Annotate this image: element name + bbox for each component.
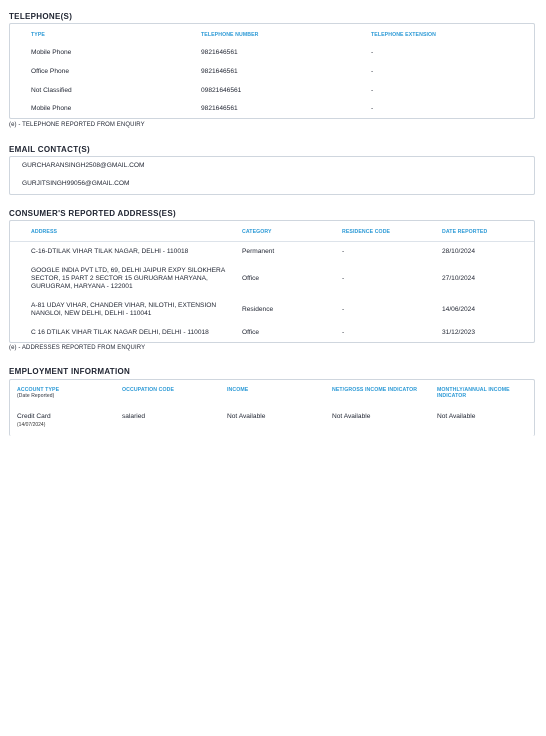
address-text: C 16 DTILAK VIHAR TILAK NAGAR DELHI, DELHI - 110018 [31,329,209,336]
address-date: 31/12/2023 [442,329,476,336]
phone-number: 09821646561 [201,87,242,94]
col-header-type: TYPE [31,32,45,38]
telephones-footnote: (e) - TELEPHONE REPORTED FROM ENQUIRY [9,122,145,128]
phone-type: Not Classified [31,87,72,94]
col-header-telephone-extension: TELEPHONE EXTENSION [371,32,437,38]
account-date-value: (14/07/2024) [17,422,46,428]
addresses-footnote: (e) - ADDRESSES REPORTED FROM ENQUIRY [9,345,146,351]
col-header-category: CATEGORY [242,229,272,235]
phone-type: Mobile Phone [31,105,72,112]
phone-type: Mobile Phone [31,49,72,56]
col-header-occupation-code: OCCUPATION CODE [122,387,175,393]
address-category: Office [242,329,260,336]
address-text: A-81 UDAY VIHAR, CHANDER VIHAR, NILOTHI, EXTENSION NANGLOI, NEW DELHI, DELHI - 110041 [31,302,217,317]
phone-extension: - [371,87,374,94]
col-header-date-reported: DATE REPORTED [442,229,488,235]
address-date: 27/10/2024 [442,275,476,282]
col-header-income: INCOME [227,387,249,393]
col-header-monthly-annual-indicator: MONTHLY/ANNUAL INCOME INDICATOR [437,387,510,399]
employment-title: EMPLOYMENT INFORMATION [9,367,131,376]
address-category: Office [242,275,260,282]
emails-title: EMAIL CONTACT(S) [9,145,90,154]
col-header-address: ADDRESS [31,229,58,235]
email-item: GURCHARANSINGH2508@GMAIL.COM [22,162,145,169]
phone-extension: - [371,49,374,56]
phone-extension: - [371,68,374,75]
employment-monthly-annual: Not Available [437,413,476,420]
col-header-residence-code: RESIDENCE CODE [342,229,391,235]
col-header-telephone-number: TELEPHONE NUMBER [201,32,259,38]
phone-number: 9821646561 [201,68,238,75]
employment-account-type [17,413,51,429]
phone-number: 9821646561 [201,105,238,112]
addresses-title: CONSUMER'S REPORTED ADDRESS(ES) [9,209,176,218]
telephones-title: TELEPHONE(S) [9,12,73,21]
col-header-account-type [17,387,59,399]
address-residence-code: - [342,248,345,255]
account-type-value: Credit Card [17,413,51,420]
addresses-table [9,220,535,343]
address-text: GOOGLE INDIA PVT LTD, 69, DELHI JAIPUR EXPY SILOKHERA SECTOR, 15 PART 2 SECTOR 15 GURUGRAM HARYANA, GURUGRAM, HARYANA - 122001 [31,267,225,290]
address-residence-code: - [342,306,345,313]
address-text: C-16-DTILAK VIHAR TILAK NAGAR, DELHI - 110018 [31,248,189,255]
address-category: Residence [242,306,274,313]
telephones-table [9,23,535,119]
email-item: GURJITSINGH99056@GMAIL.COM [22,180,130,187]
employment-income: Not Available [227,413,266,420]
address-residence-code: - [342,275,345,282]
employment-table [9,379,535,436]
emails-list [9,156,535,195]
address-date: 28/10/2024 [442,248,476,255]
address-date: 14/06/2024 [442,306,476,313]
phone-type: Office Phone [31,68,70,75]
phone-extension: - [371,105,374,112]
col-header-net-gross-indicator: NET/GROSS INCOME INDICATOR [332,387,418,393]
address-residence-code: - [342,329,345,336]
date-reported-label: (Date Reported) [17,393,55,399]
header-divider [10,241,534,242]
address-category: Permanent [242,248,275,255]
phone-number: 9821646561 [201,49,238,56]
employment-net-gross: Not Available [332,413,371,420]
employment-occupation: salaried [122,413,146,420]
account-type-label: ACCOUNT TYPE [17,387,60,393]
